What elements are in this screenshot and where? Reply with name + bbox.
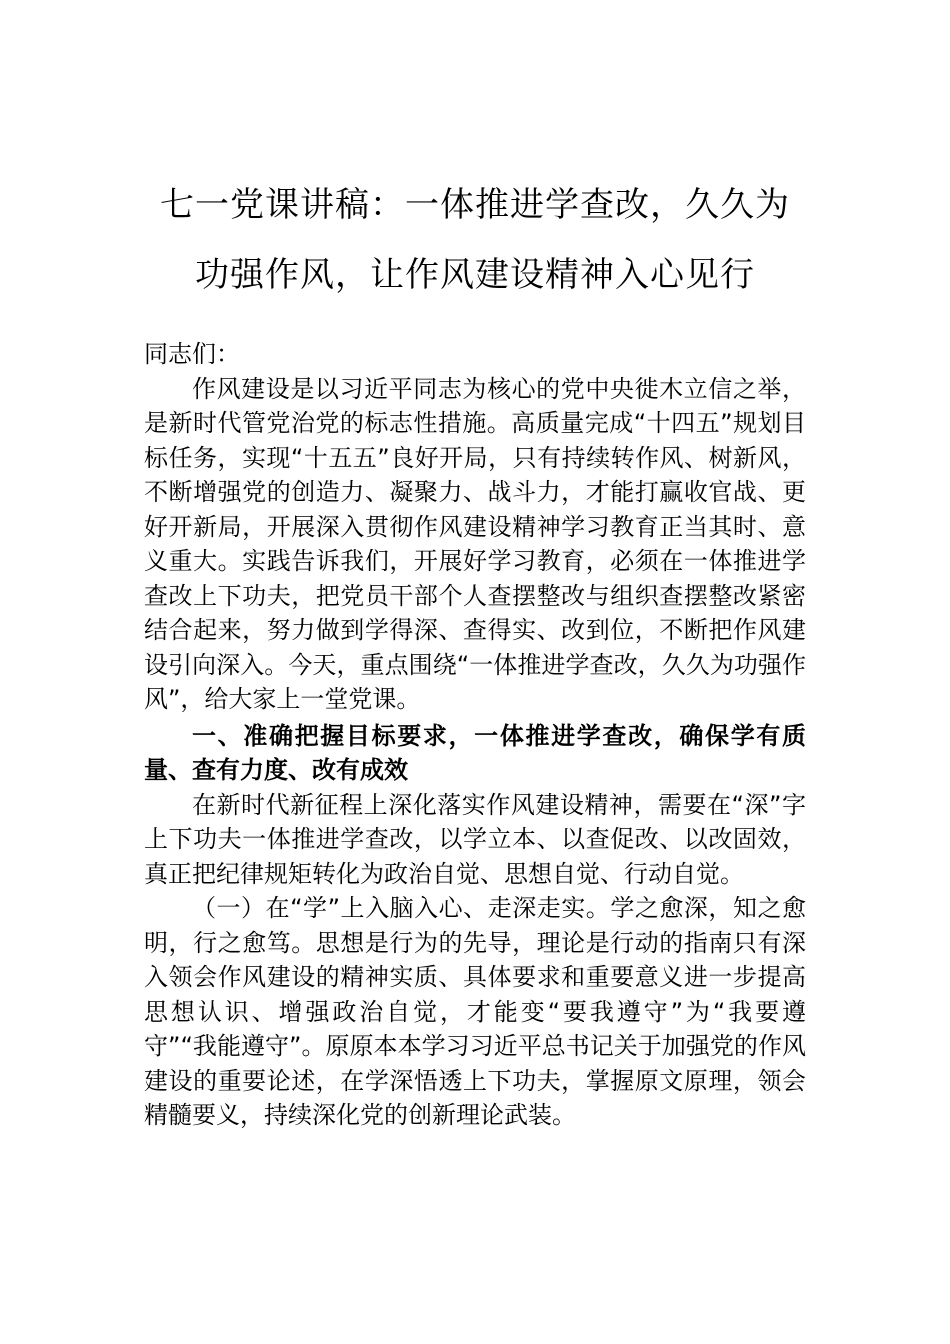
- section-heading-1: 一、准确把握目标要求，一体推进学查改，确保学有质量、查有力度、改有成效: [144, 721, 806, 784]
- salutation: 同志们：: [144, 340, 240, 368]
- title-line-1: 七一党课讲稿：一体推进学查改，久久为: [160, 185, 790, 225]
- document-title: [120, 170, 830, 310]
- paragraph-subsection-1: （一）在“学”上入脑入心、走深走实。学之愈深，知之愈明，行之愈笃。思想是行为的先导，理论是行动的指南只有深入领会作风建设的精神实质、具体要求和重要意义进一步提高思想认识、增强政治自觉，才能变“要我遵守”为“我要遵守”“我能遵守”。原原本本学习习近平总书记关于加强党的作风建设的重要论述，在学深悟透上下功夫，掌握原文原理，领会精髓要义，持续深化党的创新理论武装。: [144, 894, 806, 1129]
- paragraph-section-1: 在新时代新征程上深化落实作风建设精神，需要在“深”字上下功夫一体推进学查改，以学立本、以查促改、以改固效，真正把纪律规矩转化为政治自觉、思想自觉、行动自觉。: [144, 790, 806, 888]
- title-line-2: 功强作风，让作风建设精神入心见行: [195, 255, 755, 295]
- paragraph-intro: 作风建设是以习近平同志为核心的党中央徙木立信之举，是新时代管党治党的标志性措施。高质量完成“十四五”规划目标任务，实现“十五五”良好开局，只有持续转作风、树新风，不断增强党的创造力、凝聚力、战斗力，才能打赢收官战、更好开新局，开展深入贯彻作风建设精神学习教育正当其时、意义重大。实践告诉我们，开展好学习教育，必须在一体推进学查改上下功夫，把党员干部个人查摆整改与组织查摆整改紧密结合起来，努力做到学得深、查得实、改到位，不断把作风建设引向深入。今天，重点围绕“一体推进学查改，久久为功强作风”，给大家上一堂党课。: [144, 374, 806, 713]
- document-body: [144, 337, 806, 1133]
